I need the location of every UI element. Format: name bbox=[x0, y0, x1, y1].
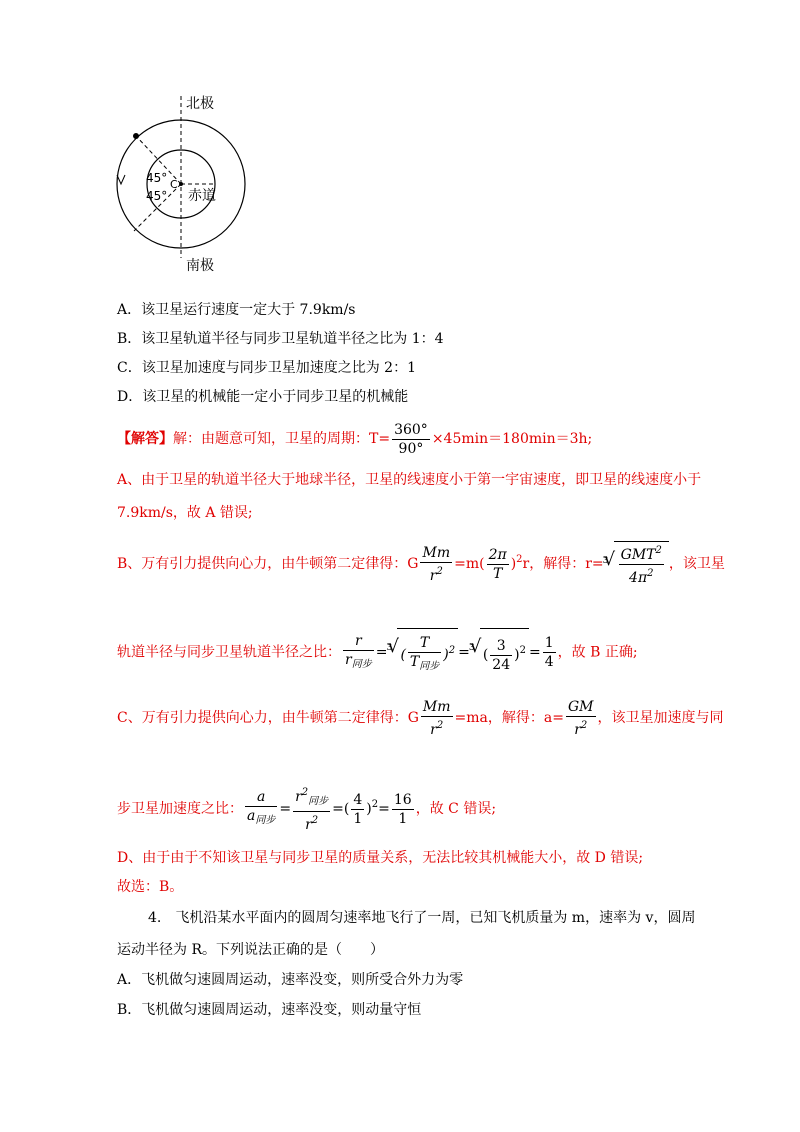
solution-b-suffix: ，该卫星 bbox=[668, 556, 725, 572]
label-angle-top: 45° bbox=[146, 171, 168, 185]
gravity-fraction: $\frac{Mm}{r^2}$ bbox=[422, 544, 451, 584]
solution-tag: 【解答】 bbox=[117, 431, 173, 447]
period-fraction bbox=[392, 421, 430, 458]
label-north: 北极 bbox=[186, 96, 214, 112]
option-c: C．该卫星加速度与同步卫星加速度之比为 2：1 bbox=[117, 360, 416, 376]
question4-line1: 4. 飞机沿某水平面内的圆周匀速率地飞行了一周，已知飞机质量为 m，速率为 v，圆周 bbox=[148, 910, 696, 926]
solution-b-mid1: =m( bbox=[454, 556, 485, 572]
acceleration-fraction: $\frac{GM}{r^2}$ bbox=[567, 698, 594, 738]
question4-option-b: B．飞机做匀速圆周运动，速率没变，则动量守恒 bbox=[117, 1002, 422, 1018]
omega-fraction: $\frac{2\pi}{T}$ bbox=[488, 546, 507, 582]
numeric-ratio-root: 3 √ ( $\frac{3}{24}$ )$^2$ bbox=[470, 628, 529, 677]
solution-b-mid2: ) bbox=[510, 556, 517, 572]
solution-b2-prefix: 轨道半径与同步卫星轨道半径之比： bbox=[117, 644, 341, 661]
solution-b2-suffix: ，故 B 正确; bbox=[557, 644, 638, 661]
c-gravity-fraction: $\frac{Mm}{r^2}$ bbox=[422, 698, 451, 738]
solution-answer: 故选：B。 bbox=[117, 879, 184, 895]
solution-d-line: D、由于由于不知该卫星与同步卫星的质量关系，无法比较其机械能大小，故 D 错误; bbox=[117, 850, 644, 866]
option-a: A．该卫星运行速度一定大于 7.9km/s bbox=[117, 302, 356, 318]
radius-ratio-fraction: $\frac{r}{r_{同步}}$ bbox=[345, 632, 372, 670]
solution-b-line2: 轨道半径与同步卫星轨道半径之比： $\frac{r}{r_{同步}}$ = 3 √ ( $\frac{T}{T_{同步}}$ )$^2$ = 3 √ ( $\frac{3}{24}$ )$^2$ = $\frac{1}{4}$ ，故 B 正确; bbox=[117, 628, 638, 672]
solution-a-line2: 7.9km/s，故 A 错误; bbox=[117, 505, 253, 521]
period-ratio-root: 3 √ ( $\frac{T}{T_{同步}}$ )$^2$ bbox=[387, 628, 458, 677]
period-denominator: 90° bbox=[398, 440, 424, 457]
solution-c-line2: 步卫星加速度之比： $\frac{a}{a_{同步}}$ = $\frac{r^2_{同步}}{r^2}$ =( $\frac{4}{1}$ )$^2$= $\frac{16}{1}$ ，故 C 错误; bbox=[117, 782, 496, 828]
solution-b-mid3: r，解得：r= bbox=[522, 556, 604, 572]
solution-c2-prefix: 步卫星加速度之比： bbox=[117, 801, 243, 817]
option-b: B．该卫星轨道半径与同步卫星轨道半径之比为 1：4 bbox=[117, 331, 444, 347]
center-dot bbox=[179, 182, 183, 186]
solution-b-prefix: B、万有引力提供向心力，由牛顿第二定律得：G bbox=[117, 556, 419, 572]
period-numerator: 360° bbox=[394, 421, 428, 438]
r-squared-ratio: $\frac{r^2_{同步}}{r^2}$ bbox=[293, 784, 330, 834]
solution-c-suffix: ，该卫星加速度与同 bbox=[597, 710, 724, 726]
solution-a-line1: A、由于卫星的轨道半径大于地球半径，卫星的线速度小于第一宇宙速度，即卫星的线速度小于 bbox=[117, 472, 702, 488]
solution-c-mid1: =ma，解得：a= bbox=[454, 710, 564, 726]
solution-intro bbox=[117, 420, 592, 458]
question4-option-a: A．飞机做匀速圆周运动，速率没变，则所受合外力为零 bbox=[117, 972, 464, 988]
solution-c-prefix: C、万有引力提供向心力，由牛顿第二定律得：G bbox=[117, 710, 419, 726]
orbit-diagram bbox=[108, 92, 258, 277]
sixteen-over-one: $\frac{16}{1}$ bbox=[393, 791, 412, 827]
solution-b-line1: B、万有引力提供向心力，由牛顿第二定律得：G $\frac{Mm}{r^2}$ =m( $\frac{2\pi}{T}$ )$^2$r，解得：r= 3 √ $\frac{GMT^2}{4\pi^2}$ ，该卫星 bbox=[117, 538, 725, 582]
solution-line1-prefix: 解：由题意可知，卫星的周期：T= bbox=[173, 431, 391, 447]
question4-line2: 运动半径为 R。下列说法正确的是（ ） bbox=[117, 942, 384, 958]
direction-arrow-icon bbox=[117, 175, 125, 184]
satellite-dot bbox=[133, 133, 139, 139]
label-center: C bbox=[170, 178, 178, 191]
label-angle-bottom: 45° bbox=[146, 189, 168, 203]
result-quarter: $\frac{1}{4}$ bbox=[544, 635, 554, 670]
label-south: 南极 bbox=[186, 258, 214, 274]
solution-c2-suffix: ，故 C 错误; bbox=[415, 801, 497, 817]
four-over-one: $\frac{4}{1}$ bbox=[353, 791, 363, 827]
acc-ratio-fraction: $\frac{a}{a_{同步}}$ bbox=[247, 789, 276, 826]
solution-c-line1 bbox=[117, 696, 724, 740]
radius-root: 3 √ $\frac{GMT^2}{4\pi^2}$ bbox=[604, 541, 669, 587]
option-d: D．该卫星的机械能一定小于同步卫星的机械能 bbox=[117, 389, 409, 405]
label-equator: 赤道 bbox=[188, 188, 216, 204]
solution-line1-suffix: ×45min＝180min＝3h; bbox=[431, 431, 593, 447]
